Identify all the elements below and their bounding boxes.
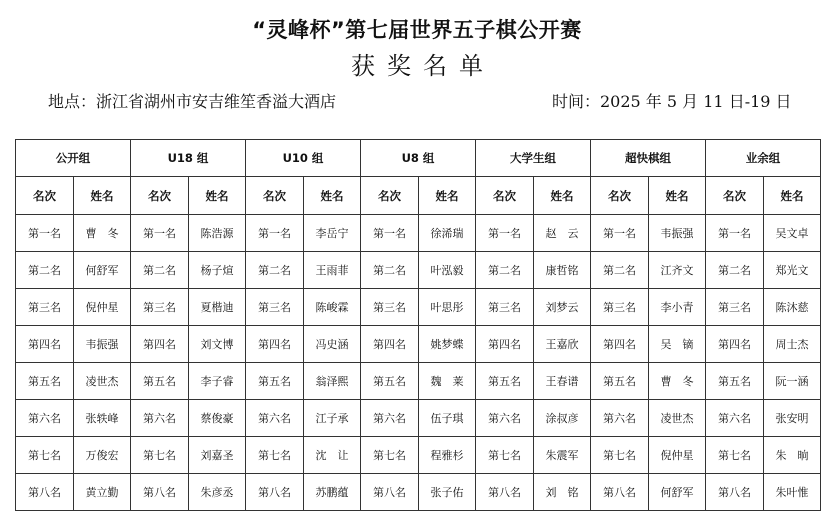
rank-cell: 第一名: [131, 215, 189, 252]
rank-column-header: 名次: [476, 177, 534, 215]
awards-body: [16, 215, 821, 511]
winner-name-cell: 李岳宁: [304, 215, 361, 252]
rank-column-header: 名次: [131, 177, 189, 215]
winner-name-cell: 康哲铭: [534, 252, 591, 289]
winner-name-cell: 程雅杉: [419, 437, 476, 474]
rank-cell: 第三名: [361, 289, 419, 326]
winner-name-cell: 蔡俊豪: [189, 400, 246, 437]
winner-name-cell: 张子佑: [419, 474, 476, 511]
winner-name-cell: 凌世杰: [649, 400, 706, 437]
winner-name-cell: 韦振强: [649, 215, 706, 252]
rank-column-header: 名次: [361, 177, 419, 215]
rank-cell: 第三名: [591, 289, 649, 326]
awards-table: [15, 139, 821, 511]
rank-cell: 第三名: [706, 289, 764, 326]
page-subtitle: 获奖名单: [351, 52, 495, 80]
group-header: U18 组: [131, 140, 246, 177]
winner-name-cell: 李小青: [649, 289, 706, 326]
rank-cell: 第六名: [361, 400, 419, 437]
rank-cell: 第七名: [361, 437, 419, 474]
winner-name-cell: 伍子琪: [419, 400, 476, 437]
rank-cell: 第一名: [476, 215, 534, 252]
group-header: 超快棋组: [591, 140, 706, 177]
winner-name-cell: 倪仲星: [74, 289, 131, 326]
rank-cell: 第七名: [591, 437, 649, 474]
rank-cell: 第四名: [591, 326, 649, 363]
table-row: [16, 474, 821, 511]
rank-cell: 第一名: [246, 215, 304, 252]
winner-name-cell: 刘嘉圣: [189, 437, 246, 474]
name-column-header: 姓名: [534, 177, 591, 215]
table-row: [16, 400, 821, 437]
winner-name-cell: 凌世杰: [74, 363, 131, 400]
rank-cell: 第六名: [706, 400, 764, 437]
winner-name-cell: 涂叔彦: [534, 400, 591, 437]
name-column-header: 姓名: [189, 177, 246, 215]
rank-cell: 第一名: [361, 215, 419, 252]
rank-cell: 第六名: [591, 400, 649, 437]
winner-name-cell: 阮一涵: [764, 363, 821, 400]
winner-name-cell: 王春谱: [534, 363, 591, 400]
winner-name-cell: 夏楷迪: [189, 289, 246, 326]
winner-name-cell: 倪仲星: [649, 437, 706, 474]
group-header: 业余组: [706, 140, 821, 177]
rank-cell: 第五名: [706, 363, 764, 400]
rank-cell: 第四名: [361, 326, 419, 363]
winner-name-cell: 刘梦云: [534, 289, 591, 326]
name-column-header: 姓名: [304, 177, 361, 215]
rank-cell: 第三名: [131, 289, 189, 326]
winner-name-cell: 郑光文: [764, 252, 821, 289]
winner-name-cell: 张轶峰: [74, 400, 131, 437]
winner-name-cell: 何舒军: [649, 474, 706, 511]
rank-column-header: 名次: [16, 177, 74, 215]
group-header: U10 组: [246, 140, 361, 177]
rank-cell: 第八名: [16, 474, 74, 511]
group-header: 大学生组: [476, 140, 591, 177]
winner-name-cell: 王嘉欣: [534, 326, 591, 363]
rank-cell: 第四名: [476, 326, 534, 363]
rank-cell: 第七名: [16, 437, 74, 474]
group-header-row: [16, 140, 821, 177]
rank-cell: 第二名: [16, 252, 74, 289]
rank-cell: 第二名: [476, 252, 534, 289]
name-column-header: 姓名: [74, 177, 131, 215]
winner-name-cell: 王雨菲: [304, 252, 361, 289]
winner-name-cell: 冯史涵: [304, 326, 361, 363]
winner-name-cell: 朱 晌: [764, 437, 821, 474]
table-row: [16, 215, 821, 252]
rank-cell: 第八名: [361, 474, 419, 511]
table-row: [16, 252, 821, 289]
name-column-header: 姓名: [419, 177, 476, 215]
table-row: [16, 363, 821, 400]
rank-cell: 第四名: [706, 326, 764, 363]
rank-cell: 第二名: [591, 252, 649, 289]
rank-cell: 第二名: [131, 252, 189, 289]
winner-name-cell: 朱震军: [534, 437, 591, 474]
rank-cell: 第八名: [706, 474, 764, 511]
rank-cell: 第二名: [706, 252, 764, 289]
rank-cell: 第五名: [361, 363, 419, 400]
winner-name-cell: 杨子煊: [189, 252, 246, 289]
rank-cell: 第三名: [246, 289, 304, 326]
rank-cell: 第五名: [16, 363, 74, 400]
rank-cell: 第三名: [16, 289, 74, 326]
winner-name-cell: 姚梦蝶: [419, 326, 476, 363]
name-column-header: 姓名: [649, 177, 706, 215]
winner-name-cell: 李子睿: [189, 363, 246, 400]
rank-cell: 第一名: [706, 215, 764, 252]
winner-name-cell: 张安明: [764, 400, 821, 437]
rank-cell: 第四名: [16, 326, 74, 363]
rank-cell: 第三名: [476, 289, 534, 326]
winner-name-cell: 陈沐慈: [764, 289, 821, 326]
page-title: “灵峰杯”第七届世界五子棋公开赛: [252, 18, 582, 42]
winner-name-cell: 刘 铭: [534, 474, 591, 511]
rank-cell: 第二名: [246, 252, 304, 289]
rank-cell: 第八名: [246, 474, 304, 511]
winner-name-cell: 吴文卓: [764, 215, 821, 252]
rank-cell: 第一名: [591, 215, 649, 252]
rank-cell: 第七名: [476, 437, 534, 474]
rank-column-header: 名次: [246, 177, 304, 215]
winner-name-cell: 徐浠瑞: [419, 215, 476, 252]
rank-cell: 第七名: [131, 437, 189, 474]
rank-cell: 第一名: [16, 215, 74, 252]
winner-name-cell: 万俊宏: [74, 437, 131, 474]
rank-cell: 第二名: [361, 252, 419, 289]
winner-name-cell: 刘文博: [189, 326, 246, 363]
winner-name-cell: 叶思彤: [419, 289, 476, 326]
rank-cell: 第七名: [246, 437, 304, 474]
winner-name-cell: 魏 莱: [419, 363, 476, 400]
winner-name-cell: 江齐文: [649, 252, 706, 289]
rank-cell: 第六名: [16, 400, 74, 437]
table-row: [16, 437, 821, 474]
event-time: 时间：2025 年 5 月 11 日-19 日: [552, 92, 792, 111]
table-row: [16, 326, 821, 363]
winner-name-cell: 黄立勤: [74, 474, 131, 511]
rank-column-header: 名次: [706, 177, 764, 215]
rank-cell: 第八名: [131, 474, 189, 511]
winner-name-cell: 翁泽熙: [304, 363, 361, 400]
winner-name-cell: 陈峻霖: [304, 289, 361, 326]
winner-name-cell: 曹 冬: [649, 363, 706, 400]
winner-name-cell: 苏鹏蕴: [304, 474, 361, 511]
winner-name-cell: 叶泓毅: [419, 252, 476, 289]
rank-cell: 第八名: [476, 474, 534, 511]
winner-name-cell: 周士杰: [764, 326, 821, 363]
rank-cell: 第五名: [246, 363, 304, 400]
venue-location: 地点：浙江省湖州市安吉维笙香溢大酒店: [48, 92, 337, 111]
column-header-row: [16, 177, 821, 215]
group-header: U8 组: [361, 140, 476, 177]
winner-name-cell: 江子承: [304, 400, 361, 437]
name-column-header: 姓名: [764, 177, 821, 215]
winner-name-cell: 赵 云: [534, 215, 591, 252]
winner-name-cell: 何舒军: [74, 252, 131, 289]
rank-cell: 第八名: [591, 474, 649, 511]
rank-cell: 第七名: [706, 437, 764, 474]
winner-name-cell: 沈 让: [304, 437, 361, 474]
rank-cell: 第六名: [476, 400, 534, 437]
rank-cell: 第四名: [131, 326, 189, 363]
winner-name-cell: 曹 冬: [74, 215, 131, 252]
winner-name-cell: 韦振强: [74, 326, 131, 363]
rank-cell: 第四名: [246, 326, 304, 363]
rank-cell: 第五名: [476, 363, 534, 400]
rank-cell: 第五名: [591, 363, 649, 400]
rank-cell: 第六名: [131, 400, 189, 437]
rank-column-header: 名次: [591, 177, 649, 215]
winner-name-cell: 朱叶惟: [764, 474, 821, 511]
winner-name-cell: 陈浩源: [189, 215, 246, 252]
group-header: 公开组: [16, 140, 131, 177]
rank-cell: 第六名: [246, 400, 304, 437]
winner-name-cell: 吴 镝: [649, 326, 706, 363]
rank-cell: 第五名: [131, 363, 189, 400]
table-row: [16, 289, 821, 326]
winner-name-cell: 朱彦丞: [189, 474, 246, 511]
